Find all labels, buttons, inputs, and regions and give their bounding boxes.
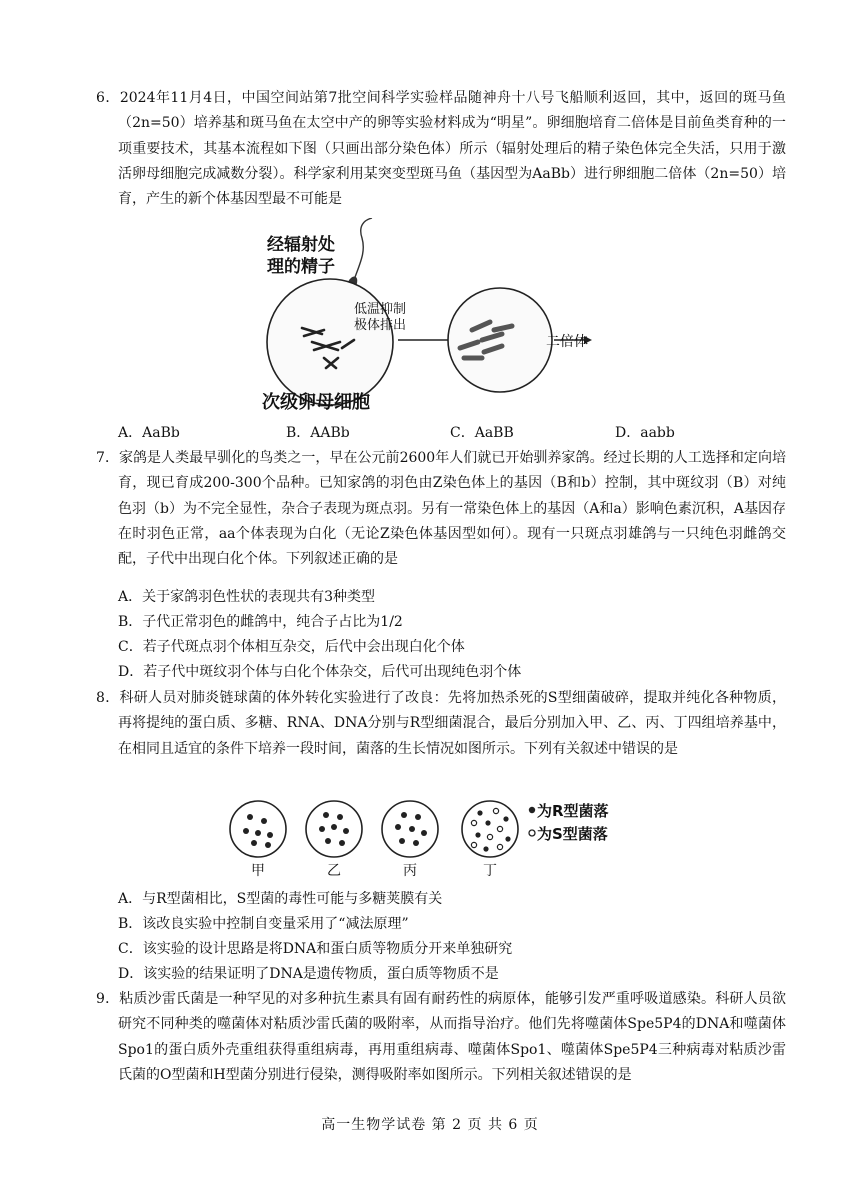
q7-option-c[interactable]: C．若子代斑点羽个体相互杂交，后代中会出现白化个体 [118,639,465,655]
q7-option-b[interactable]: B．子代正常羽色的雌鸽中，纯合子占比为1/2 [118,614,403,630]
q7-option-d[interactable]: D．若子代中斑纹羽个体与白化个体杂交，后代可出现纯色羽个体 [118,664,522,680]
arrow-label-line1: 低温抑制 [354,302,407,317]
q8-option-c[interactable]: C．该实验的设计思路是将DNA和蛋白质等物质分开来单独研究 [118,941,513,957]
plate-label-jia: 甲 [251,863,265,879]
question-9-text: 9．粘质沙雷氏菌是一种罕见的对多种抗生素具有固有耐药性的病原体，能够引发严重呼吸道感染。科研人员欲研究不同种类的噬菌体对粘质沙雷氏菌的吸附率，从而指导治疗。他们先将噬菌体Spe5P4的DNA和噬菌体Spo1的蛋白质外壳重组获得重组病毒，再用重组病毒、噬菌体Spo1、噬菌体Spe5P4三种病毒对粘质沙雷氏菌的O型菌和H型菌分别进行侵染，测得吸附率如图所示。下列相关叙述错误的是 [96,991,786,1083]
q6-option-a[interactable]: A．AaBb [118,425,180,441]
sperm-label-line2: 理的精子 [267,257,335,277]
legend-r-label: 为R型菌落 [537,802,609,820]
question-7-text: 7．家鸽是人类最早驯化的鸟类之一，早在公元前2600年人们就已开始驯养家鸽。经过长期的人工选择和定向培育，现已育成200-300个品种。已知家鸽的羽色由Z染色体上的基因（B和b）控制，其中斑纹羽（B）对纯色羽（b）为不完全显性，杂合子表现为斑点羽。另有一常染色体上的基因（A和a）影响色素沉积，A基因存在时羽色正常，aa个体表现为白化（无论Z染色体基因型如何）。现有一只斑点羽雄鸽与一只纯色羽雌鸽交配，子代中出现白化个体。下列叙述正确的是 [96,450,786,568]
diploid-label: 二倍体 [546,334,588,350]
q8-option-d[interactable]: D．该实验的结果证明了DNA是遗传物质，蛋白质等物质不是 [118,966,499,982]
question-6 [96,86,786,212]
q6-option-d[interactable]: D．aabb [615,425,675,441]
q7-option-a[interactable]: A．关于家鸽羽色性状的表现共有3种类型 [118,589,376,605]
diploid-cell [448,288,552,392]
plate-yi [306,801,362,857]
question-7 [96,446,786,572]
q8-option-b[interactable]: B．该改良实验中控制自变量采用了“减法原理” [118,916,409,932]
question-8 [96,686,786,762]
question-8-text: 8．科研人员对肺炎链球菌的体外转化实验进行了改良：先将加热杀死的S型细菌破碎，提取并纯化各种物质，再将提纯的蛋白质、多糖、RNA、DNA分别与R型细菌混合，最后分别加入甲、乙、丙、丁四组培养基中，在相同且适宜的条件下培养一段时间，菌落的生长情况如图所示。下列有关叙述中错误的是 [96,690,786,757]
question-9 [96,987,786,1088]
plate-jia [230,801,286,857]
q6-option-b[interactable]: B．AABb [286,425,350,441]
question-6-text: 6．2024年11月4日，中国空间站第7批空间科学实验样品随神舟十八号飞船顺利返回，其中，返回的斑马鱼（2n=50）培养基和斑马鱼在太空中产的卵等实验材料成为“明星”。卵细胞培育二倍体是目前鱼类育种的一项重要技术，其基本流程如下图（只画出部分染色体）所示（辐射处理后的精子染色体完全失活，只用于激活卵母细胞完成减数分裂）。科学家利用某突变型斑马鱼（基因型为AaBb）进行卵细胞二倍体（2n=50）培育，产生的新个体基因型最不可能是 [96,90,786,208]
plate-label-bing: 丙 [403,863,417,879]
plate-label-yi: 乙 [327,863,341,879]
question-6-options [118,422,738,442]
plate-label-ding: 丁 [483,863,497,879]
legend-s-label: 为S型菌落 [537,825,608,843]
legend-s-marker [529,830,535,836]
legend-r-marker [529,807,535,813]
page-footer: 高一生物学试卷 第 2 页 共 6 页 [321,1117,539,1133]
plate-ding [462,801,518,857]
q8-option-a[interactable]: A．与R型菌相比，S型菌的毒性可能与多糖荚膜有关 [118,891,443,907]
plate-bing [382,801,438,857]
q6-option-c[interactable]: C．AaBB [450,425,514,441]
oocyte-label: 次级卵母细胞 [262,392,370,413]
arrow-label-line2: 极体排出 [354,318,407,333]
sperm-label-line1: 经辐射处 [267,235,335,255]
sperm-icon [354,218,372,280]
